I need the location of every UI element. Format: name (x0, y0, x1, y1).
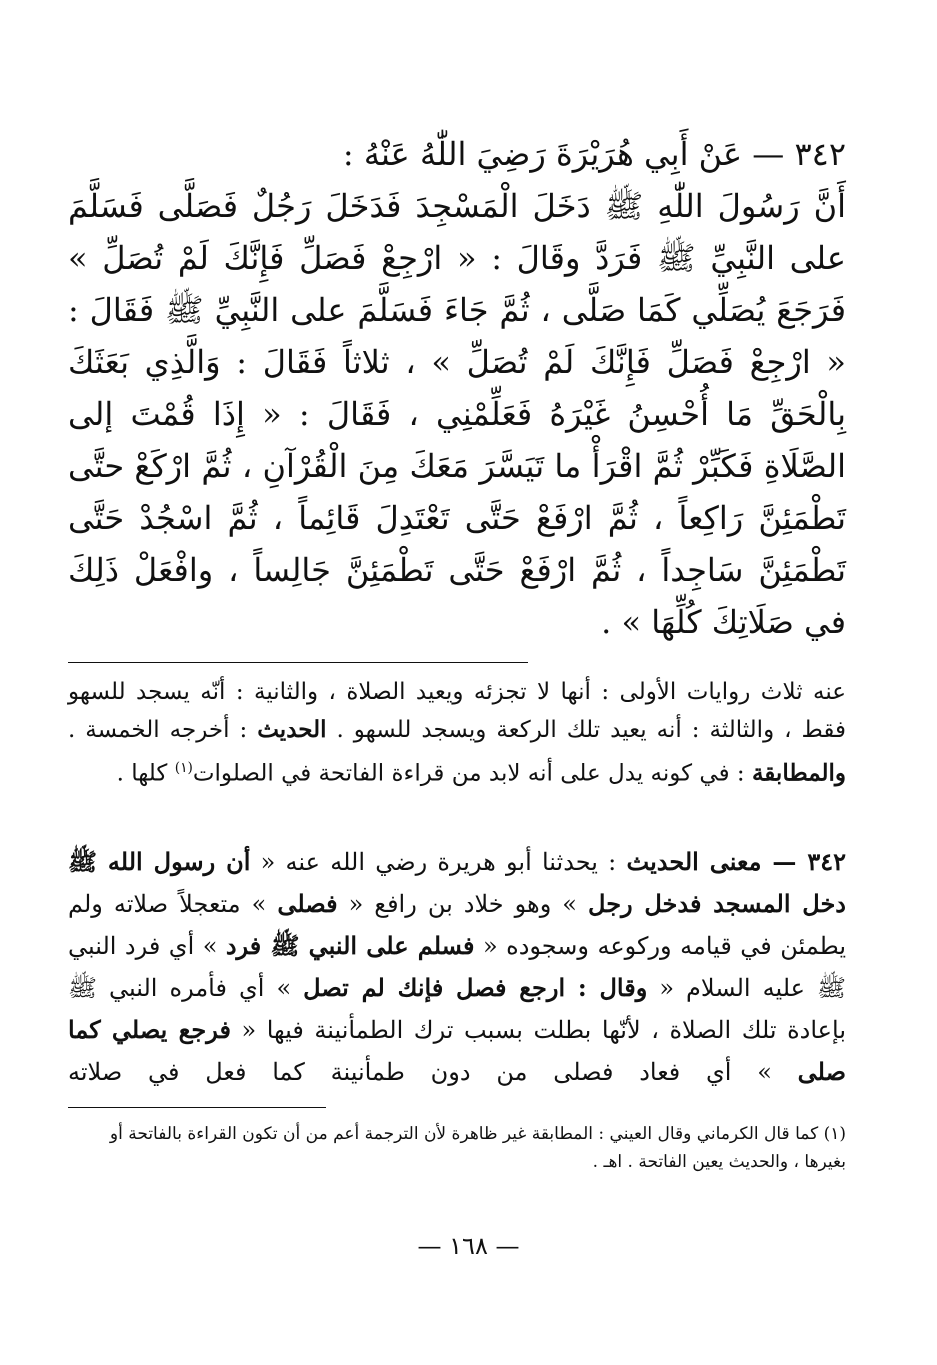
page-number: — ١٦٨ — (417, 1232, 520, 1260)
commentary-part2: : أخرجه الخمسة . (68, 717, 248, 743)
explanation-t5: » أي فأمره النبي ﷺ بإعادة تلك الصلاة ، لأنّها بطلت بسبب ترك الطمأنينة فيها « (68, 973, 846, 1044)
explanation-t6: » أي فعاد فصلى من دون طمأنينة كما فعل في صلاته (68, 1057, 772, 1086)
matching-label: والمطابقة (751, 759, 846, 787)
explanation-t2: » وهو خلاد بن رافع « (348, 889, 577, 918)
explanation-b4: وقال : ارجع فصل فإنك لم تصل (303, 972, 648, 1002)
hadith-text: أَنَّ رَسُولَ اللّٰهِ ﷺ دَخَلَ الْمَسْجِدَ فَدَخَلَ رَجُلٌ فَصَلَّى فَسَلَّمَ على النَّبِيِّ ﷺ فَرَدَّ وقَالَ : « ارْجِعْ فَصَلِّ فَإِنَّكَ لَمْ تُصَلِّ » فَرَجَعَ يُصَلِّي كَمَا صَلَّى ، ثُمَّ جَاءَ فَسَلَّمَ على النَّبِيِّ ﷺ فَقَالَ : « ارْجِعْ فَصَلِّ فَإِنَّكَ لَمْ تُصَلِّ » ، ثلاثاً فَقَالَ : وَالَّذِي بَعَثَكَ بِالْحَقِّ مَا أُحْسِنُ غَيْرَهُ فَعَلِّمْنِي ، فَقَالَ : « إِذَا قُمْتَ إلى الصَّلَاةِ فَكَبِّرْ ثُمَّ اقْرَأْ ما تَيَسَّرَ مَعَكَ مِنَ الْقُرْآنِ ، ثُمَّ ارْكَعْ حتَّى تَطْمَئِنَّ رَاكِعاً ، ثُمَّ ارْفَعْ حَتَّى تَعْتَدِلَ قَائِماً ، ثُمَّ اسْجُدْ حَتَّى تَطْمَئِنَّ سَاجِداً ، ثُمَّ ارْفَعْ حَتَّى تَطْمَئِنَّ جَالِساً ، وافْعَلْ ذَلِكَ في صَلَاتِكَ كُلِّهَا » . (68, 187, 846, 641)
footnote-text: (١) كما قال الكرماني وقال العيني : المطابقة غير ظاهرة لأن الترجمة أعم من أن تكون القراءة بالفاتحة أو بغيرها ، والحديث يعين الفاتحة . اهـ . (109, 1123, 846, 1172)
hadith-label: الحديث (257, 716, 327, 743)
explanation-b1: أن رسول الله ﷺ دخل المسجد فدخل رجل (68, 846, 846, 918)
commentary-paragraph (68, 673, 846, 793)
footnote-divider (68, 1107, 326, 1108)
explanation-t3: » متعجلاً صلاته ولم يطمئن في قيامه وركوعه وسجوده « (68, 889, 846, 960)
page-body (68, 128, 846, 1176)
explanation-t4: » أي فرد النبي ﷺ عليه السلام « (68, 931, 847, 1002)
commentary-part3: : في كونه يدل على أنه لابد من قراءة الفاتحة في الصلوات (192, 760, 745, 787)
section-divider (68, 662, 528, 663)
footnote-ref[interactable]: (١) (174, 760, 193, 776)
explanation-b5: فرجع يصلي كما صلى (68, 1014, 846, 1086)
explanation-b2: فصلى (277, 888, 338, 918)
hadith-heading: ٣٤٢ — عَنْ أَبِي هُرَيْرَةَ رَضِيَ اللّٰهُ عَنْهُ : (342, 135, 846, 173)
commentary-part1: عنه ثلاث روايات الأولى : أنها لا تجزئه ويعيد الصلاة ، والثانية : أنّه يسجد للسهو فقط ، والثالثة : أنه يعيد تلك الركعة ويسجد للسهو . (68, 679, 847, 743)
explanation-b3: فسلم على النبي ﷺ فرد (225, 930, 475, 960)
commentary-part4: كلها . (116, 760, 168, 787)
explanation-t1: : يحدثنا أبو هريرة رضي الله عنه « (260, 847, 617, 876)
explanation-paragraph (68, 841, 846, 1093)
explanation-title: ٣٤٢ — معنى الحديث (626, 846, 846, 876)
